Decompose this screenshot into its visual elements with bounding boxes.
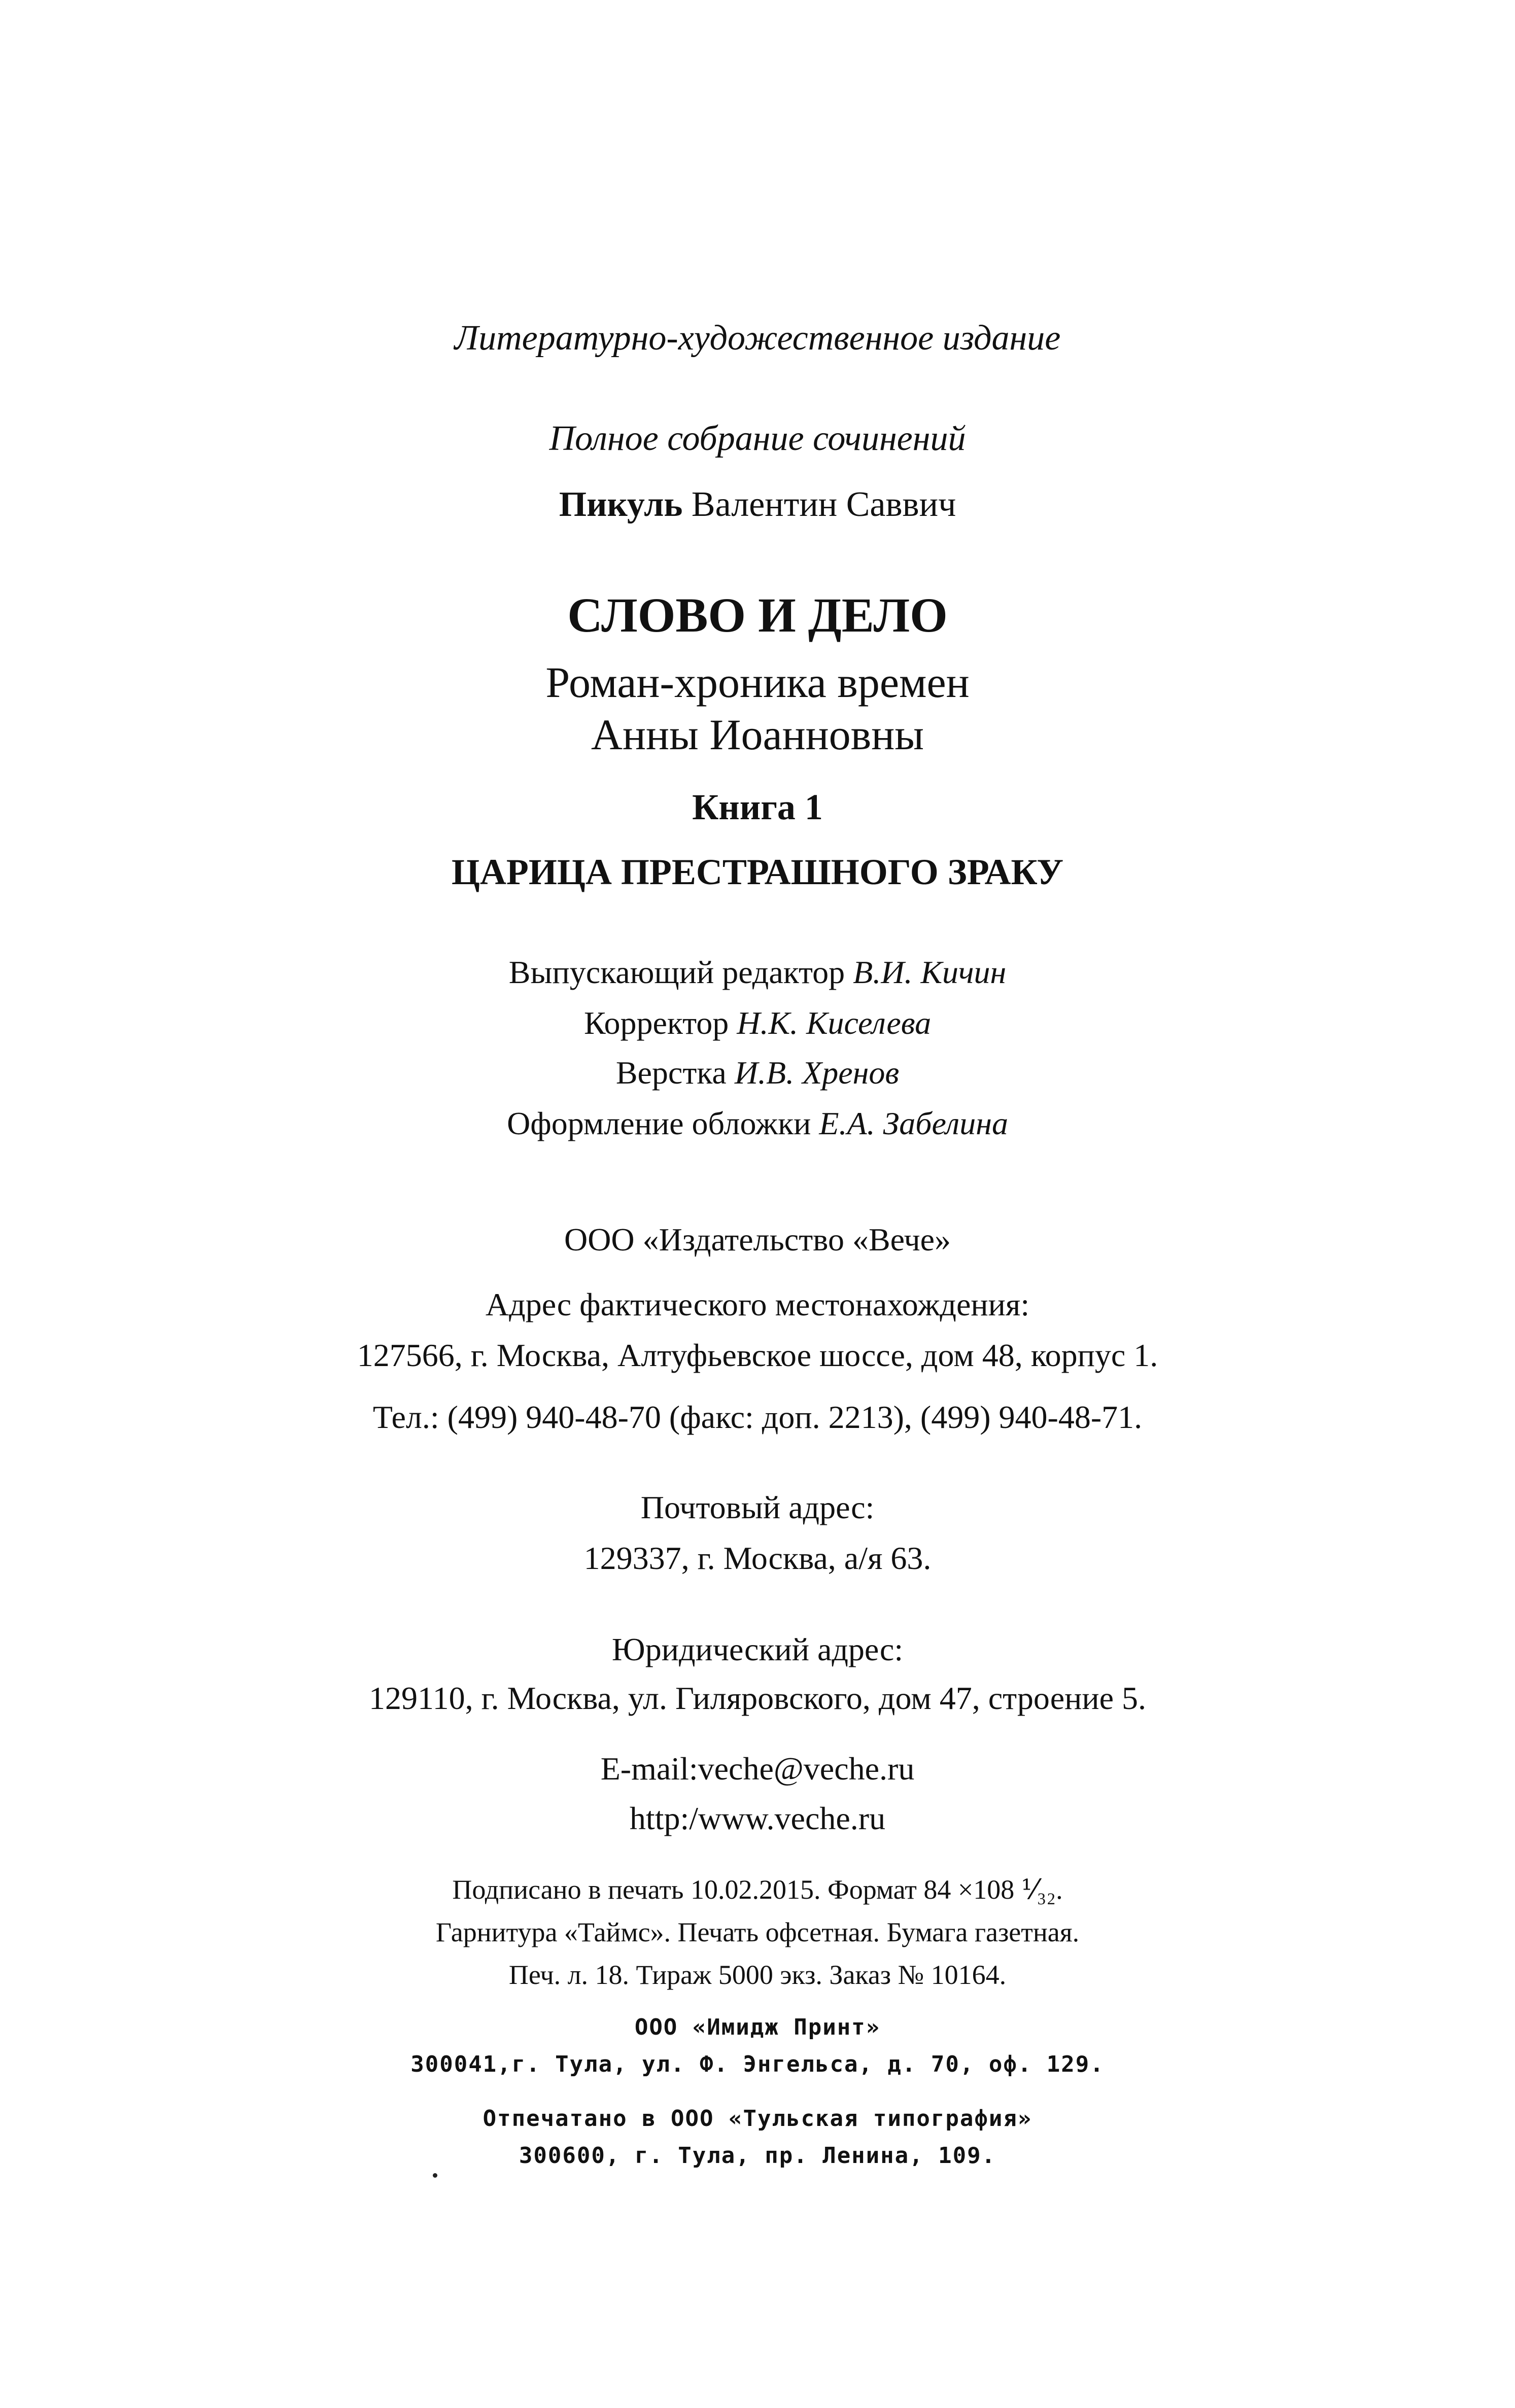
stray-ink-dot: [433, 2173, 437, 2178]
printer-address: 300041,г. Тула, ул. Ф. Энгельса, д. 70, оф. 129.: [410, 2051, 1105, 2077]
postal-address-label: Почтовый адрес:: [640, 1489, 875, 1525]
actual-address: 127566, г. Москва, Алтуфьевское шоссе, дом 48, корпус 1.: [357, 1337, 1158, 1373]
credit-name: В.И. Кичин: [853, 954, 1007, 990]
series-title: Полное собрание сочинений: [549, 419, 966, 458]
printer-name: ООО «Имидж Принт»: [634, 2014, 881, 2040]
email-address: E-mail:veche@veche.ru: [600, 1751, 915, 1787]
credit-role: Оформление обложки: [507, 1105, 811, 1141]
print-info-line3: Печ. л. 18. Тираж 5000 экз. Заказ № 10164.: [508, 1960, 1007, 1990]
printing-house-name: Отпечатано в ООО «Тульская типография»: [483, 2106, 1032, 2132]
author-line: [0, 487, 1515, 522]
website-address: http:/www.veche.ru: [629, 1800, 886, 1836]
credit-name: Е.А. Забелина: [819, 1105, 1008, 1141]
credit-role: Верстка: [615, 1055, 727, 1091]
credit-name: И.В. Хренов: [734, 1055, 900, 1091]
book-title: СЛОВО И ДЕЛО: [567, 588, 948, 642]
legal-address: 129110, г. Москва, ул. Гиляровского, дом 47, строение 5.: [369, 1680, 1146, 1716]
credit-editor: [0, 956, 1515, 989]
printing-house-address: 300600, г. Тула, пр. Ленина, 109.: [519, 2143, 996, 2169]
credit-name: Н.К. Киселева: [737, 1005, 932, 1041]
book-subtitle-line1: Роман-хроника времен: [545, 658, 970, 707]
credit-layout: [0, 1057, 1515, 1089]
author-surname: Пикуль: [559, 485, 683, 524]
author-given-names: Валентин Саввич: [691, 485, 956, 524]
volume-title: ЦАРИЦА ПРЕСТРАШНОГО ЗРАКУ: [451, 852, 1064, 892]
print-info-line2: Гарнитура «Таймс». Печать офсетная. Бумага газетная.: [435, 1917, 1080, 1947]
phone-line: Тел.: (499) 940-48-70 (факс: доп. 2213), (499) 940-48-71.: [372, 1399, 1143, 1435]
credit-proofreader: [0, 1007, 1515, 1039]
credit-role: Выпускающий редактор: [508, 954, 845, 990]
book-subtitle-line2: Анны Иоанновны: [591, 710, 924, 759]
publisher-name: ООО «Издательство «Вече»: [564, 1222, 951, 1258]
actual-address-label: Адрес фактического местонахождения:: [485, 1286, 1030, 1322]
postal-address: 129337, г. Москва, а/я 63.: [583, 1540, 932, 1576]
volume-number: Книга 1: [692, 787, 823, 827]
print-info-line1: Подписано в печать 10.02.2015. Формат 84 ×108 ⅟₃₂.: [452, 1874, 1063, 1905]
credit-cover-design: [0, 1107, 1515, 1140]
edition-type: Литературно-художественное издание: [454, 319, 1061, 358]
legal-address-label: Юридический адрес:: [611, 1631, 904, 1667]
credit-role: Корректор: [583, 1005, 729, 1041]
